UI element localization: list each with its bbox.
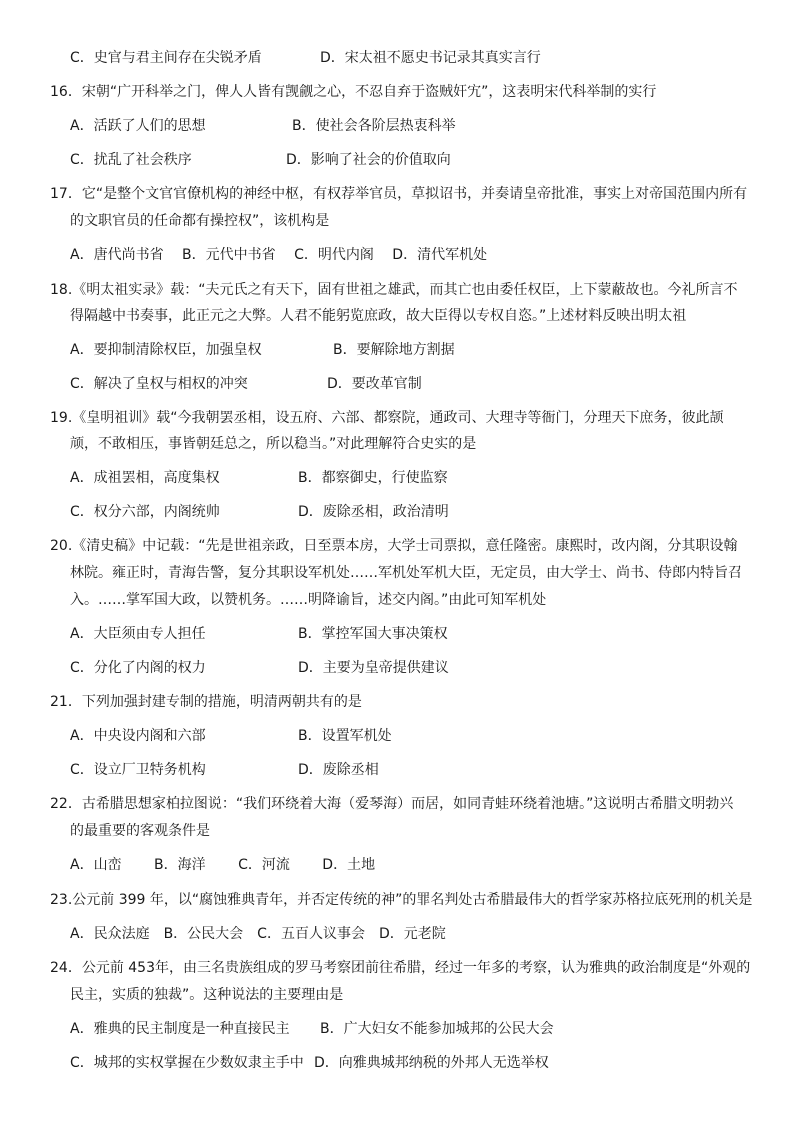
q16-option-c: C．扰乱了社会秩序 — [70, 152, 192, 168]
q24-option-c: C．城邦的实权掌握在少数奴隶主手中 — [70, 1055, 304, 1071]
question-18-stem-cont: 得隔越中书奏事，此正元之大弊。人君不能躬览庶政，故大臣得以专权自恣。”上述材料反映出明太祖 — [70, 308, 687, 324]
q16-option-d: D．影响了社会的价值取向 — [286, 152, 451, 168]
question-20-stem: 20.《清史稿》中记载：“先是世祖亲政，日至票本房，大学士司票拟，意任隆密。康熙时，改内阁，分其职设翰 — [50, 538, 738, 554]
question-24-stem-cont: 民主，实质的独裁”。这种说法的主要理由是 — [70, 987, 344, 1003]
question-20-stem-cont-1: 林院。雍正时，青海告警，复分其职设军机处……军机处军机大臣，无定员，由大学士、尚书、侍郎内特旨召 — [70, 565, 742, 581]
q24-option-a: A．雅典的民主制度是一种直接民主 — [70, 1021, 290, 1037]
question-22-stem: 22．古希腊思想家柏拉图说：“我们环绕着大海（爱琴海）而居，如同青蛙环绕着池塘。”这说明古希腊文明勃兴 — [50, 796, 734, 812]
q18-option-d: D．要改革官制 — [327, 376, 422, 392]
q18-option-b: B．要解除地方割据 — [333, 342, 455, 358]
q20-option-d: D．主要为皇帝提供建议 — [298, 660, 449, 676]
q19-option-b: B．都察御史，行使监察 — [298, 470, 448, 486]
q20-option-b: B．掌控军国大事决策权 — [298, 626, 448, 642]
q20-option-a: A．大臣须由专人担任 — [70, 626, 206, 642]
q20-option-c: C．分化了内阁的权力 — [70, 660, 206, 676]
q17-options: A．唐代尚书省 B．元代中书省 C．明代内阁 D．清代军机处 — [70, 247, 488, 263]
q18-option-c: C．解决了皇权与相权的冲突 — [70, 376, 248, 392]
q24-option-d: D．向雅典城邦纳税的外邦人无选举权 — [314, 1055, 549, 1071]
question-19-stem: 19.《皇明祖训》载“今我朝罢丞相，设五府、六部、都察院，通政司、大理寺等衙门，分理天下庶务，彼此颉 — [50, 410, 724, 426]
question-17-stem: 17．它“是整个文官官僚机构的神经中枢，有权荐举官员，草拟诏书，并奏请皇帝批准，事实上对帝国范围内所有 — [50, 186, 748, 202]
question-20-stem-cont-2: 入。……掌军国大政，以赞机务。……明降谕旨，述交内阁。”由此可知军机处 — [70, 592, 547, 608]
option-c: C．史官与君主间存在尖锐矛盾 — [70, 50, 262, 66]
question-19-stem-cont: 颃，不敢相压，事皆朝廷总之，所以稳当。”对此理解符合史实的是 — [70, 436, 477, 452]
question-18-stem: 18.《明太祖实录》载：“夫元氏之有天下，固有世祖之雄武，而其亡也由委任权臣，上下蒙蔽故也。今礼所言不 — [50, 282, 738, 298]
q19-option-a: A．成祖罢相，高度集权 — [70, 470, 220, 486]
q16-option-a: A．活跃了人们的思想 — [70, 118, 206, 134]
q24-option-b: B．广大妇女不能参加城邦的公民大会 — [320, 1021, 554, 1037]
question-22-stem-cont: 的最重要的客观条件是 — [70, 823, 210, 839]
q21-option-d: D．废除丞相 — [298, 762, 379, 778]
q21-option-b: B．设置军机处 — [298, 728, 392, 744]
question-23-stem: 23.公元前 399 年，以“腐蚀雅典青年，并否定传统的神”的罪名判处古希腊最伟大的哲学家苏格拉底死刑的机关是 — [50, 892, 753, 908]
q19-option-d: D．废除丞相，政治清明 — [298, 504, 449, 520]
option-d: D．宋太祖不愿史书记录其真实言行 — [320, 50, 541, 66]
question-17-stem-cont: 的文职官员的任命都有操控权”，该机构是 — [70, 213, 330, 229]
q19-option-c: C．权分六部，内阁统帅 — [70, 504, 220, 520]
q16-option-b: B．使社会各阶层热衷科举 — [292, 118, 456, 134]
q18-option-a: A．要抑制清除权臣，加强皇权 — [70, 342, 262, 358]
question-24-stem: 24．公元前 453年，由三名贵族组成的罗马考察团前往希腊，经过一年多的考察，认为雅典的政治制度是“外观的 — [50, 960, 751, 976]
q21-option-a: A．中央设内阁和六部 — [70, 728, 206, 744]
question-21-stem: 21．下列加强封建专制的措施，明清两朝共有的是 — [50, 694, 362, 710]
question-16-stem: 16．宋朝“广开科举之门，俾人人皆有觊觎之心，不忍自弃于盗贼奸宄”，这表明宋代科举制的实行 — [50, 84, 657, 100]
q21-option-c: C．设立厂卫特务机构 — [70, 762, 206, 778]
q22-options: A．山峦 B．海洋 C．河流 D．土地 — [70, 857, 376, 873]
q23-options: A．民众法庭 B．公民大会 C．五百人议事会 D．元老院 — [70, 926, 446, 942]
